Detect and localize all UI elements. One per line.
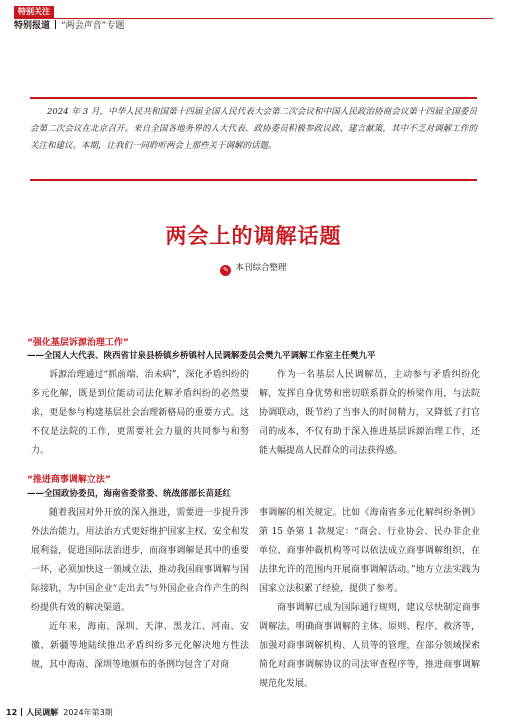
magazine-name: 人民调解: [26, 708, 59, 717]
paragraph: 诉源治理通过“抓前端、治未病”，深化矛盾纠纷的多元化解，既是到位能动司法化解矛盾纠纷的必然要求，更是参与构建基层社会治理新格局的重要方式。这不仅是法院的工作，更需要社会力量的共同参与和努力。: [31, 370, 249, 456]
column-tag: 特别关注: [14, 6, 54, 18]
section-2-left-column: [31, 504, 249, 675]
section-1-left-column: [31, 366, 249, 461]
section-2-right-column: [259, 504, 480, 694]
paragraph: 商事调解已成为国际通行规则，建议尽快制定商事调解法，明确商事调解的主体、原则、程序、救济等，加强对商事调解机构、人员等的管理，在部分领域探索简化对商事调解协议的司法审查程序等，推进商事调解规范化发展。: [259, 603, 480, 689]
intro-paragraph: 2024 年 3 月，中华人民共和国第十四届全国人民代表大会第二次会议和中国人民政治协商会议第十四届全国委员会第二次会议在北京召开。来自全国各地务界的人大代表、政协委员积极参政议政、建言献策，其中不乏对调解工作的关注和建议。本期，让我们一同聆听两会上那些关于调解的话题。: [30, 107, 477, 151]
topic-label: “两会声音”专题: [61, 21, 125, 31]
header-rule: [14, 18, 493, 19]
section-1-right-column: [259, 366, 480, 461]
paragraph: 事调解的相关规定。比如《海南省多元化解纠纷条例》第 15 条第 1 款规定：“商会、行业协会、民办非企业单位、商事仲裁机构等可以依法成立商事调解组织，在法律允许的范围内开展商事调解活动。”地方立法实践为国家立法积累了经验，提供了参考。: [259, 508, 480, 594]
byline: [0, 262, 507, 276]
footer-divider: [21, 708, 22, 716]
paragraph: 作为一名基层人民调解员，主动参与矛盾纠纷化解，发挥自身优势和密切联系群众的桥梁作用，与法院协调联动，既节约了当事人的时间精力，又降低了打官司的成本，不仅有助于深入推进基层诉源治理工作，还能大幅提高人民群众的司法获得感。: [259, 370, 480, 456]
section-1-title: “强化基层诉源治理工作”: [27, 338, 129, 348]
pen-icon: ✎: [220, 265, 231, 276]
issue-label: 2024年第3期: [63, 708, 113, 717]
page-number: 12: [6, 708, 18, 717]
header-divider: [55, 20, 56, 29]
section-header: [14, 20, 124, 32]
byline-text: 本刊综合整理: [235, 263, 287, 273]
section-label: 特别报道: [14, 21, 51, 31]
article-title: 两会上的调解话题: [165, 224, 342, 248]
page-footer: [6, 708, 113, 718]
paragraph: 随着我国对外开放的深入推进，需要进一步提升涉外法治能力，用法治方式更好维护国家主权、安全和发展利益，促进国际法治进步，而商事调解是其中的重要一环，必须加快这一领域立法，推动我国商事调解与国际接轨，为中国企业“走出去”与外国企业合作产生的纠纷提供有效的解决渠道。: [31, 508, 249, 613]
intro-rule-bottom: [30, 179, 477, 181]
intro-rule-top: [30, 97, 477, 99]
section-1-speaker: ——全国人大代表、陕西省甘泉县桥镇乡桥镇村人民调解委员会樊九平调解工作室主任樊九平: [27, 351, 376, 361]
section-2-title: “推进商事调解立法”: [27, 475, 111, 485]
section-2-speaker: ——全国政协委员，海南省委常委、统战部部长苗延红: [27, 489, 232, 499]
paragraph: 近年来，海南、深圳、天津、黑龙江、河南、安徽、新疆等地陆续推出矛盾纠纷多元化解决地方性法规，其中海南、深圳等地颁布的条例均包含了对商: [31, 622, 249, 670]
